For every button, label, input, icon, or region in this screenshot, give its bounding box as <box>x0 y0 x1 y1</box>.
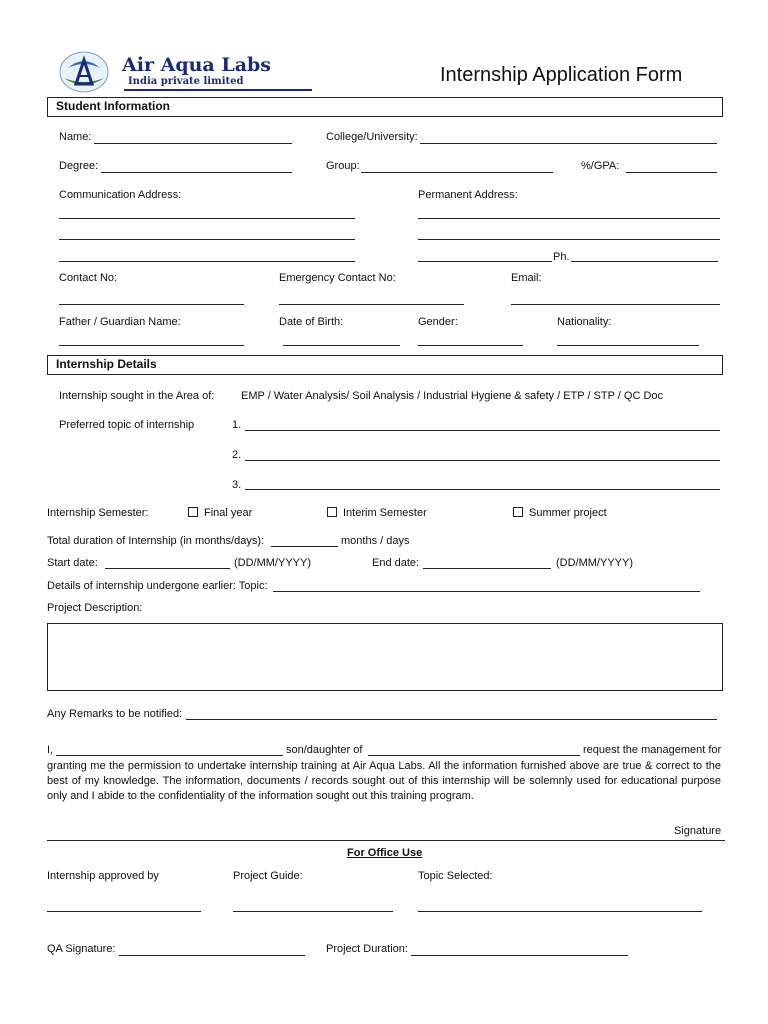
gender-field[interactable] <box>418 345 523 346</box>
company-logo <box>50 48 320 96</box>
nationality-label: Nationality: <box>557 316 612 328</box>
start-date-field[interactable] <box>105 568 230 569</box>
phone-field[interactable] <box>571 261 718 262</box>
duration-unit: months / days <box>341 535 410 547</box>
gpa-field[interactable] <box>626 172 717 173</box>
college-label: College/University: <box>326 131 418 143</box>
end-date-field[interactable] <box>423 568 551 569</box>
remarks-field[interactable] <box>186 719 717 720</box>
permanent-address-line-3[interactable] <box>418 261 552 262</box>
name-label: Name: <box>59 131 92 143</box>
checkbox-icon[interactable] <box>327 507 337 517</box>
topic-number-2: 2. <box>232 449 242 461</box>
permanent-address-line-2[interactable] <box>418 239 720 240</box>
communication-address-line-1[interactable] <box>59 218 355 219</box>
declaration-paragraph: granting me the permission to undertake internship training at Air Aqua Labs. All the information furnished above are true & correct to the best of my knowledge. The information, documents / records sought out of this internship will be solemnly used for educational purpose only and I abide to the confidentiality of the information sought out this training program. <box>47 760 721 802</box>
project-duration-label: Project Duration: <box>326 943 408 955</box>
office-use-title: For Office Use <box>347 847 423 859</box>
contact-field[interactable] <box>59 304 244 305</box>
emergency-contact-field[interactable] <box>279 304 464 305</box>
qa-signature-label: QA Signature: <box>47 943 116 955</box>
phone-label: Ph. <box>553 251 570 263</box>
communication-address-line-2[interactable] <box>59 239 355 240</box>
father-guardian-label: Father / Guardian Name: <box>59 316 181 328</box>
degree-label: Degree: <box>59 160 99 172</box>
area-options: EMP / Water Analysis/ Soil Analysis / Industrial Hygiene & safety / ETP / STP / QC Doc <box>241 390 664 402</box>
name-field[interactable] <box>94 143 292 144</box>
section-title: Student Information <box>56 99 170 113</box>
logo-emblem-icon <box>54 48 114 96</box>
semester-option-summer[interactable] <box>513 507 607 519</box>
preferred-topic-label: Preferred topic of internship <box>59 419 195 431</box>
option-label: Summer project <box>529 507 607 519</box>
logo-name: Air Aqua Labs <box>122 54 272 76</box>
declaration-i: I, <box>47 744 54 756</box>
option-label: Final year <box>204 507 253 519</box>
request-text: request the management for <box>583 744 722 756</box>
signature-divider <box>47 840 725 841</box>
approved-by-field[interactable] <box>47 911 201 912</box>
gender-label: Gender: <box>418 316 458 328</box>
option-label: Interim Semester <box>343 507 427 519</box>
gpa-label: %/GPA: <box>581 160 620 172</box>
permanent-address-label: Permanent Address: <box>418 189 518 201</box>
student-information-section <box>47 97 723 117</box>
form-title: Internship Application Form <box>440 64 683 86</box>
email-field[interactable] <box>511 304 720 305</box>
permanent-address-line-1[interactable] <box>418 218 720 219</box>
communication-address-line-3[interactable] <box>59 261 355 262</box>
semester-label: Internship Semester: <box>47 507 149 519</box>
emergency-contact-label: Emergency Contact No: <box>279 272 396 284</box>
start-date-format: (DD/MM/YYYY) <box>234 557 311 569</box>
parent-name-field[interactable] <box>368 755 580 756</box>
earlier-internship-field[interactable] <box>273 591 700 592</box>
degree-field[interactable] <box>101 172 292 173</box>
duration-label: Total duration of Internship (in months/days): <box>47 535 265 547</box>
approved-by-label: Internship approved by <box>47 870 159 882</box>
topic-selected-field[interactable] <box>418 911 702 912</box>
semester-option-interim[interactable] <box>327 507 427 519</box>
dob-field[interactable] <box>283 345 400 346</box>
internship-details-section <box>47 355 723 375</box>
college-field[interactable] <box>420 143 717 144</box>
communication-address-label: Communication Address: <box>59 189 182 201</box>
topic-field-3[interactable] <box>245 489 720 490</box>
area-label: Internship sought in the Area of: <box>59 390 215 402</box>
father-guardian-field[interactable] <box>59 345 244 346</box>
topic-field-1[interactable] <box>245 430 720 431</box>
project-guide-label: Project Guide: <box>233 870 303 882</box>
dob-label: Date of Birth: <box>279 316 344 328</box>
duration-field[interactable] <box>271 546 338 547</box>
checkbox-icon[interactable] <box>188 507 198 517</box>
son-daughter-label: son/daughter of <box>286 744 363 756</box>
remarks-label: Any Remarks to be notified: <box>47 708 183 720</box>
project-guide-field[interactable] <box>233 911 393 912</box>
end-date-format: (DD/MM/YYYY) <box>556 557 633 569</box>
group-label: Group: <box>326 160 360 172</box>
email-label: Email: <box>511 272 542 284</box>
declarant-name-field[interactable] <box>56 755 283 756</box>
logo-underline <box>124 89 312 91</box>
logo-subtitle: India private limited <box>128 76 244 87</box>
nationality-field[interactable] <box>557 345 699 346</box>
project-description-label: Project Description: <box>47 602 143 614</box>
earlier-internship-label: Details of internship undergone earlier: Topic: <box>47 580 268 592</box>
checkbox-icon[interactable] <box>513 507 523 517</box>
topic-selected-label: Topic Selected: <box>418 870 493 882</box>
contact-label: Contact No: <box>59 272 118 284</box>
project-duration-field[interactable] <box>411 955 628 956</box>
section-title: Internship Details <box>56 357 157 371</box>
start-date-label: Start date: <box>47 557 98 569</box>
end-date-label: End date: <box>372 557 420 569</box>
topic-number-3: 3. <box>232 479 242 491</box>
topic-number-1: 1. <box>232 419 242 431</box>
topic-field-2[interactable] <box>245 460 720 461</box>
semester-option-final-year[interactable] <box>188 507 252 519</box>
qa-signature-field[interactable] <box>119 955 305 956</box>
project-description-box[interactable] <box>47 623 723 691</box>
group-field[interactable] <box>361 172 553 173</box>
signature-label: Signature <box>674 825 722 837</box>
